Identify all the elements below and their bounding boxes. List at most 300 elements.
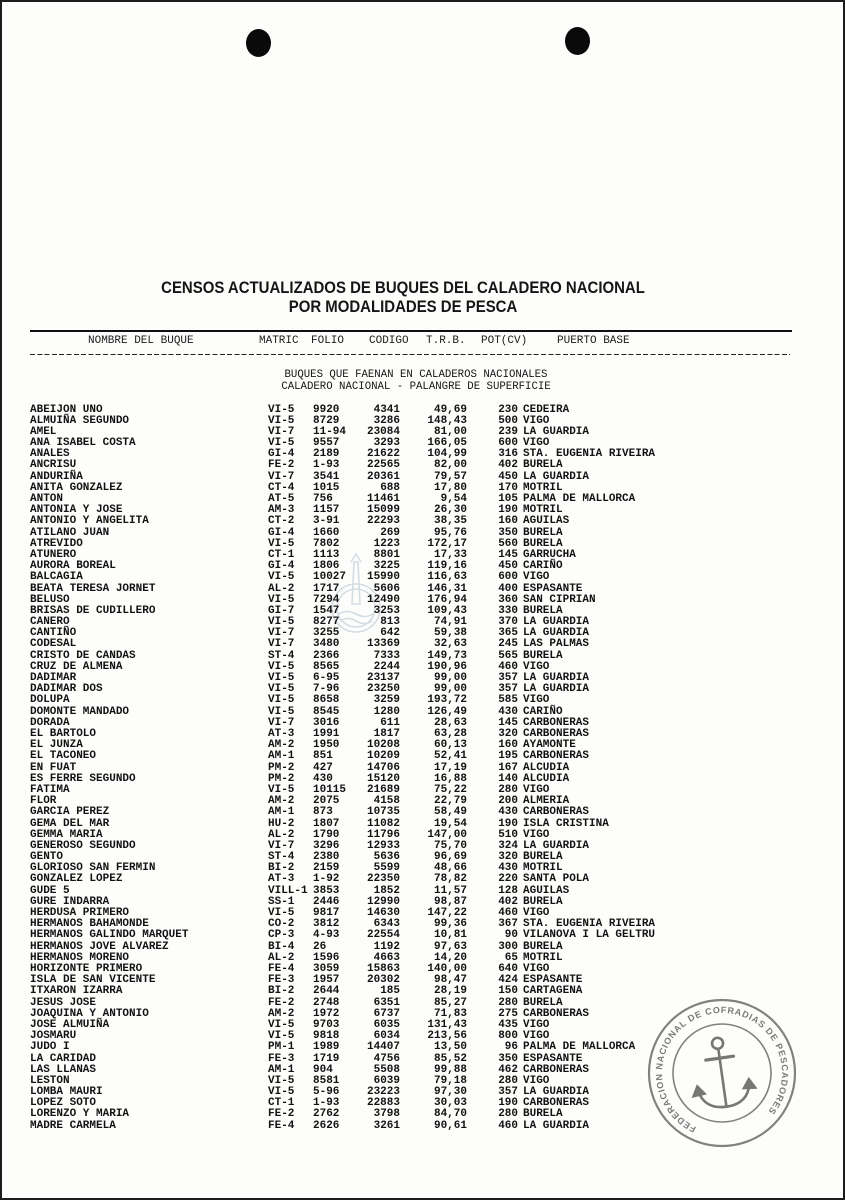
table-row — [0, 416, 845, 427]
vessel-name: ANCRISU — [30, 459, 77, 472]
matricula: VI-5 — [268, 593, 295, 606]
folio: 851 — [313, 750, 333, 763]
matricula: GI-4 — [268, 560, 295, 573]
codigo: 5599 — [373, 862, 400, 875]
puerto-base: ESPASANTE — [523, 582, 583, 595]
vessel-name: GARCIA PEREZ — [30, 806, 110, 819]
trb: 147,22 — [427, 907, 467, 920]
potencia-cv: 145 — [498, 716, 518, 729]
puerto-base: BURELA — [523, 604, 563, 617]
vessel-name: LOPEZ SOTO — [30, 1097, 97, 1110]
matricula: FE-3 — [268, 974, 295, 987]
vessel-name: ISLA DE SAN VICENTE — [30, 974, 156, 987]
trb: 81,00 — [433, 425, 467, 438]
matricula: AT-3 — [268, 873, 295, 886]
table-row — [0, 472, 845, 483]
potencia-cv: 357 — [498, 683, 518, 696]
table-row — [0, 483, 845, 494]
matricula: VI-5 — [268, 571, 295, 584]
table-row — [0, 863, 845, 874]
puerto-base: LAS PALMAS — [523, 638, 590, 651]
matricula: AM-2 — [268, 739, 295, 752]
potencia-cv: 330 — [498, 604, 518, 617]
folio: 1790 — [313, 828, 340, 841]
folio: 904 — [313, 1063, 333, 1076]
table-row — [0, 718, 845, 729]
folio: 3059 — [313, 963, 340, 975]
trb: 82,00 — [433, 459, 467, 472]
potencia-cv: 275 — [498, 1007, 518, 1020]
folio: 2189 — [313, 448, 340, 461]
vessel-name: DOLUPA — [30, 694, 70, 707]
vessel-name: BELUSO — [30, 593, 70, 606]
trb: 146,31 — [427, 582, 467, 595]
folio: 3255 — [313, 627, 340, 640]
trb: 166,05 — [427, 437, 467, 450]
puerto-base: SAN CIPRIAN — [523, 593, 596, 606]
codigo: 12933 — [366, 839, 400, 852]
folio: 430 — [313, 772, 333, 785]
matricula: FE-4 — [268, 1119, 295, 1132]
puerto-base: CARBONERAS — [523, 1007, 590, 1020]
folio: 1-92 — [313, 873, 340, 886]
table-row — [0, 516, 845, 527]
vessel-name: BEATA TERESA JORNET — [30, 582, 156, 595]
potencia-cv: 800 — [498, 1030, 518, 1043]
puerto-base: BURELA — [523, 895, 563, 908]
codigo: 10208 — [366, 739, 400, 752]
potencia-cv: 145 — [498, 548, 518, 561]
matricula: VI-5 — [268, 414, 295, 427]
table-row — [0, 796, 845, 807]
codigo: 15990 — [366, 571, 400, 584]
vessel-name: ITXARON IZARRA — [30, 985, 123, 998]
matricula: GI-4 — [268, 526, 295, 539]
folio: 3812 — [313, 918, 340, 931]
potencia-cv: 220 — [498, 873, 518, 886]
matricula: AM-1 — [268, 750, 295, 763]
trb: 78,82 — [433, 873, 467, 886]
matricula: VI-7 — [268, 425, 295, 438]
vessel-name: ALMUIÑA SEGUNDO — [30, 414, 130, 427]
trb: 26,30 — [433, 504, 467, 517]
folio: 756 — [313, 493, 333, 506]
potencia-cv: 280 — [498, 783, 518, 796]
potencia-cv: 462 — [498, 1063, 518, 1076]
folio: 1157 — [313, 504, 340, 517]
puerto-base: MOTRIL — [523, 504, 563, 517]
potencia-cv: 430 — [498, 806, 518, 819]
trb: 97,63 — [433, 940, 467, 953]
puerto-base: CARBONERAS — [523, 716, 590, 729]
trb: 19,54 — [433, 817, 467, 830]
potencia-cv: 450 — [498, 560, 518, 573]
vessel-name: BALCAGIA — [30, 571, 83, 584]
codigo: 813 — [380, 616, 400, 629]
codigo: 269 — [380, 526, 400, 539]
potencia-cv: 320 — [498, 851, 518, 864]
matricula: ST-4 — [268, 851, 295, 864]
table-row — [0, 550, 845, 561]
potencia-cv: 170 — [498, 481, 518, 494]
matricula: CO-2 — [268, 918, 295, 931]
codigo: 7333 — [373, 649, 400, 662]
vessel-name: DADIMAR DOS — [30, 683, 103, 696]
puerto-base: BURELA — [523, 996, 563, 1009]
matricula: VI-7 — [268, 839, 295, 852]
potencia-cv: 167 — [498, 761, 518, 774]
matricula: AT-3 — [268, 728, 295, 740]
matricula: VI-5 — [268, 1030, 295, 1043]
matricula: FE-4 — [268, 963, 295, 975]
potencia-cv: 357 — [498, 672, 518, 685]
codigo: 3253 — [373, 604, 400, 617]
trb: 99,00 — [433, 683, 467, 696]
puerto-base: BURELA — [523, 649, 563, 662]
potencia-cv: 320 — [498, 728, 518, 740]
puerto-base: VIGO — [523, 828, 550, 841]
table-row — [0, 740, 845, 751]
vessel-name: HERMANOS BAHAMONDE — [30, 918, 149, 931]
table-row — [0, 449, 845, 460]
codigo: 13369 — [366, 638, 400, 651]
matricula: FE-2 — [268, 996, 295, 1009]
potencia-cv: 357 — [498, 1086, 518, 1099]
puerto-base: LA GUARDIA — [523, 1086, 590, 1099]
matricula: VI-5 — [268, 660, 295, 673]
trb: 104,99 — [427, 448, 467, 461]
table-row — [0, 751, 845, 762]
folio: 1015 — [313, 481, 340, 494]
column-header-folio: FOLIO — [311, 335, 345, 347]
vessel-name: ATILANO JUAN — [30, 526, 110, 539]
folio: 1807 — [313, 817, 340, 830]
puerto-base: CARBONERAS — [523, 1097, 590, 1110]
matricula: VI-5 — [268, 403, 295, 416]
folio: 2644 — [313, 985, 340, 998]
puerto-base: VIGO — [523, 1018, 550, 1031]
codigo: 4158 — [373, 795, 400, 808]
potencia-cv: 360 — [498, 593, 518, 606]
puerto-base: LA GUARDIA — [523, 470, 590, 483]
matricula: AM-1 — [268, 806, 295, 819]
matricula: PM-2 — [268, 772, 295, 785]
matricula: ST-4 — [268, 649, 295, 662]
vessel-name: JOSMARU — [30, 1030, 77, 1043]
vessel-name: ES FERRE SEGUNDO — [30, 772, 136, 785]
codigo: 6034 — [373, 1030, 400, 1043]
folio: 1717 — [313, 582, 340, 595]
trb: 85,52 — [433, 1052, 467, 1065]
puerto-base: MOTRIL — [523, 951, 563, 964]
folio: 2626 — [313, 1119, 340, 1132]
puerto-base: BURELA — [523, 526, 563, 539]
vessel-name: GEMMA MARIA — [30, 828, 103, 841]
trb: 49,69 — [433, 403, 467, 416]
trb: 30,03 — [433, 1097, 467, 1110]
trb: 99,88 — [433, 1063, 467, 1076]
codigo: 688 — [380, 481, 400, 494]
puerto-base: SANTA POLA — [523, 873, 590, 886]
matricula: BI-2 — [268, 862, 295, 875]
table-row — [0, 819, 845, 830]
matricula: VI-5 — [268, 705, 295, 718]
trb: 79,18 — [433, 1074, 467, 1087]
puerto-base: CARTAGENA — [523, 985, 583, 998]
puerto-base: PALMA DE MALLORCA — [523, 1041, 636, 1054]
trb: 10,81 — [433, 929, 467, 942]
trb: 28,19 — [433, 985, 467, 998]
folio: 9703 — [313, 1018, 340, 1031]
potencia-cv: 140 — [498, 772, 518, 785]
trb: 14,20 — [433, 951, 467, 964]
folio: 1-93 — [313, 459, 340, 472]
vessel-name: JESUS JOSE — [30, 996, 97, 1009]
trb: 131,43 — [427, 1018, 467, 1031]
potencia-cv: 160 — [498, 515, 518, 528]
folio: 11-94 — [313, 425, 347, 438]
vessel-name: FLOR — [30, 795, 57, 808]
codigo: 10209 — [366, 750, 400, 763]
folio: 6-95 — [313, 672, 340, 685]
codigo: 23084 — [366, 425, 400, 438]
matricula: AL-2 — [268, 582, 295, 595]
matricula: CT-2 — [268, 515, 295, 528]
folio: 7802 — [313, 537, 340, 550]
table-row — [0, 584, 845, 595]
folio: 2366 — [313, 649, 340, 662]
matricula: VI-5 — [268, 437, 295, 450]
folio: 873 — [313, 806, 333, 819]
matricula: VI-5 — [268, 537, 295, 550]
vessel-name: ABEIJON UNO — [30, 403, 103, 416]
trb: 148,43 — [427, 414, 467, 427]
trb: 38,35 — [433, 515, 467, 528]
folio: 8277 — [313, 616, 340, 629]
table-row — [0, 460, 845, 471]
puerto-base: VIGO — [523, 660, 550, 673]
codigo: 6351 — [373, 996, 400, 1009]
codigo: 1223 — [373, 537, 400, 550]
trb: 74,91 — [433, 616, 467, 629]
codigo: 3798 — [373, 1108, 400, 1121]
table-row — [0, 572, 845, 583]
matricula: FE-2 — [268, 459, 295, 472]
trb: 126,49 — [427, 705, 467, 718]
table-row — [0, 707, 845, 718]
matricula: VI-5 — [268, 907, 295, 920]
trb: 85,27 — [433, 996, 467, 1009]
folio: 2075 — [313, 795, 340, 808]
folio: 9557 — [313, 437, 340, 450]
matricula: VI-5 — [268, 1074, 295, 1087]
table-row — [0, 886, 845, 897]
codigo: 5636 — [373, 851, 400, 864]
folio: 1719 — [313, 1052, 340, 1065]
potencia-cv: 560 — [498, 537, 518, 550]
puerto-base: CARBONERAS — [523, 750, 590, 763]
codigo: 22883 — [366, 1097, 400, 1110]
matricula: PM-1 — [268, 1041, 295, 1054]
vessel-name: EL JUNZA — [30, 739, 83, 752]
folio: 3296 — [313, 839, 340, 852]
potencia-cv: 65 — [504, 951, 518, 964]
folio: 9817 — [313, 907, 340, 920]
folio: 8565 — [313, 660, 340, 673]
vessel-name: ANTONIA Y JOSE — [30, 504, 123, 517]
folio: 1991 — [313, 728, 340, 740]
trb: 22,79 — [433, 795, 467, 808]
codigo: 6737 — [373, 1007, 400, 1020]
folio: 427 — [313, 761, 333, 774]
vessel-name: ANA ISABEL COSTA — [30, 437, 136, 450]
puerto-base: LA GUARDIA — [523, 627, 590, 640]
potencia-cv: 460 — [498, 1119, 518, 1132]
potencia-cv: 190 — [498, 1097, 518, 1110]
potencia-cv: 96 — [504, 1041, 518, 1054]
folio: 7-96 — [313, 683, 340, 696]
trb: 119,16 — [427, 560, 467, 573]
vessel-name: CRUZ DE ALMENA — [30, 660, 123, 673]
potencia-cv: 435 — [498, 1018, 518, 1031]
vessel-name: CODESAL — [30, 638, 77, 651]
potencia-cv: 150 — [498, 985, 518, 998]
potencia-cv: 245 — [498, 638, 518, 651]
column-header-trb: T.R.B. — [426, 335, 466, 347]
potencia-cv: 350 — [498, 526, 518, 539]
vessel-name: HERDUSA PRIMERO — [30, 907, 130, 920]
codigo: 611 — [380, 716, 400, 729]
folio: 9818 — [313, 1030, 340, 1043]
potencia-cv: 105 — [498, 493, 518, 506]
trb: 147,00 — [427, 828, 467, 841]
trb: 28,63 — [433, 716, 467, 729]
vessel-name: MADRE CARMELA — [30, 1119, 116, 1132]
table-row — [0, 438, 845, 449]
codigo: 14630 — [366, 907, 400, 920]
matricula: VI-5 — [268, 683, 295, 696]
puerto-base: CARBONERAS — [523, 1063, 590, 1076]
potencia-cv: 402 — [498, 459, 518, 472]
table-row — [0, 651, 845, 662]
codigo: 21622 — [366, 448, 400, 461]
matricula: CT-1 — [268, 1097, 295, 1110]
folio: 8545 — [313, 705, 340, 718]
matricula: CT-4 — [268, 481, 295, 494]
vessel-name: GURE INDARRA — [30, 895, 110, 908]
vessel-name: HORIZONTE PRIMERO — [30, 963, 143, 975]
table-row — [0, 807, 845, 818]
vessel-name: DORADA — [30, 716, 70, 729]
puerto-base: VIGO — [523, 694, 550, 707]
table-row — [0, 930, 845, 941]
codigo: 3225 — [373, 560, 400, 573]
potencia-cv: 402 — [498, 895, 518, 908]
vessel-name: AURORA BOREAL — [30, 560, 116, 573]
potencia-cv: 500 — [498, 414, 518, 427]
table-row — [0, 639, 845, 650]
matricula: VI-5 — [268, 783, 295, 796]
folio: 8581 — [313, 1074, 340, 1087]
vessel-name: BRISAS DE CUDILLERO — [30, 604, 156, 617]
potencia-cv: 510 — [498, 828, 518, 841]
codigo: 8801 — [373, 548, 400, 561]
puerto-base: BURELA — [523, 1108, 563, 1121]
folio: 2159 — [313, 862, 340, 875]
codigo: 4756 — [373, 1052, 400, 1065]
vessel-name: CRISTO DE CANDAS — [30, 649, 136, 662]
trb: 109,43 — [427, 604, 467, 617]
codigo: 23137 — [366, 672, 400, 685]
document-title: CENSOS ACTUALIZADOS DE BUQUES DEL CALADERO NACIONAL — [161, 278, 645, 297]
vessel-name: JOSE ALMUIÑA — [30, 1018, 110, 1031]
folio: 8729 — [313, 414, 340, 427]
folio: 1806 — [313, 560, 340, 573]
folio: 1596 — [313, 951, 340, 964]
codigo: 23223 — [366, 1086, 400, 1099]
trb: 48,66 — [433, 862, 467, 875]
vessel-name: EN FUAT — [30, 761, 77, 774]
puerto-base: CARIÑO — [523, 705, 563, 718]
puerto-base: GARRUCHA — [523, 548, 576, 561]
puerto-base: CARIÑO — [523, 560, 563, 573]
vessel-name: HERMANOS GALINDO MARQUET — [30, 929, 189, 942]
puerto-base: CARBONERAS — [523, 728, 590, 740]
trb: 60,13 — [433, 739, 467, 752]
puerto-base: VIGO — [523, 1030, 550, 1043]
codigo: 20361 — [366, 470, 400, 483]
potencia-cv: 460 — [498, 660, 518, 673]
puerto-base: MOTRIL — [523, 481, 563, 494]
potencia-cv: 430 — [498, 705, 518, 718]
folio: 5-96 — [313, 1086, 340, 1099]
matricula: BI-4 — [268, 940, 295, 953]
codigo: 3286 — [373, 414, 400, 427]
folio: 1660 — [313, 526, 340, 539]
matricula: SS-1 — [268, 895, 295, 908]
table-row — [0, 695, 845, 706]
stamp-text: FEDERACION NACIONAL DE COFRADIAS DE PESCADORES — [653, 1004, 791, 1135]
folio: 26 — [313, 940, 327, 953]
trb: 13,50 — [433, 1041, 467, 1054]
trb: 176,94 — [427, 593, 467, 606]
vessel-name: ANDURIÑA — [30, 470, 83, 483]
trb: 75,22 — [433, 783, 467, 796]
puerto-base: BURELA — [523, 851, 563, 864]
folio: 2446 — [313, 895, 340, 908]
codigo: 1280 — [373, 705, 400, 718]
potencia-cv: 190 — [498, 817, 518, 830]
table-row — [0, 528, 845, 539]
vessel-name: JUDO I — [30, 1041, 70, 1054]
puerto-base: ISLA CRISTINA — [523, 817, 609, 830]
codigo: 185 — [380, 985, 400, 998]
codigo: 6039 — [373, 1074, 400, 1087]
trb: 17,33 — [433, 548, 467, 561]
trb: 59,38 — [433, 627, 467, 640]
codigo: 22350 — [366, 873, 400, 886]
potencia-cv: 200 — [498, 795, 518, 808]
folio: 1-93 — [313, 1097, 340, 1110]
codigo: 3293 — [373, 437, 400, 450]
puerto-base: AGUILAS — [523, 515, 570, 528]
vessel-name: GUDE 5 — [30, 884, 70, 897]
folio: 2380 — [313, 851, 340, 864]
vessel-name: GLORIOSO SAN FERMIN — [30, 862, 156, 875]
table-row — [0, 684, 845, 695]
codigo: 642 — [380, 627, 400, 640]
matricula: AM-2 — [268, 795, 295, 808]
